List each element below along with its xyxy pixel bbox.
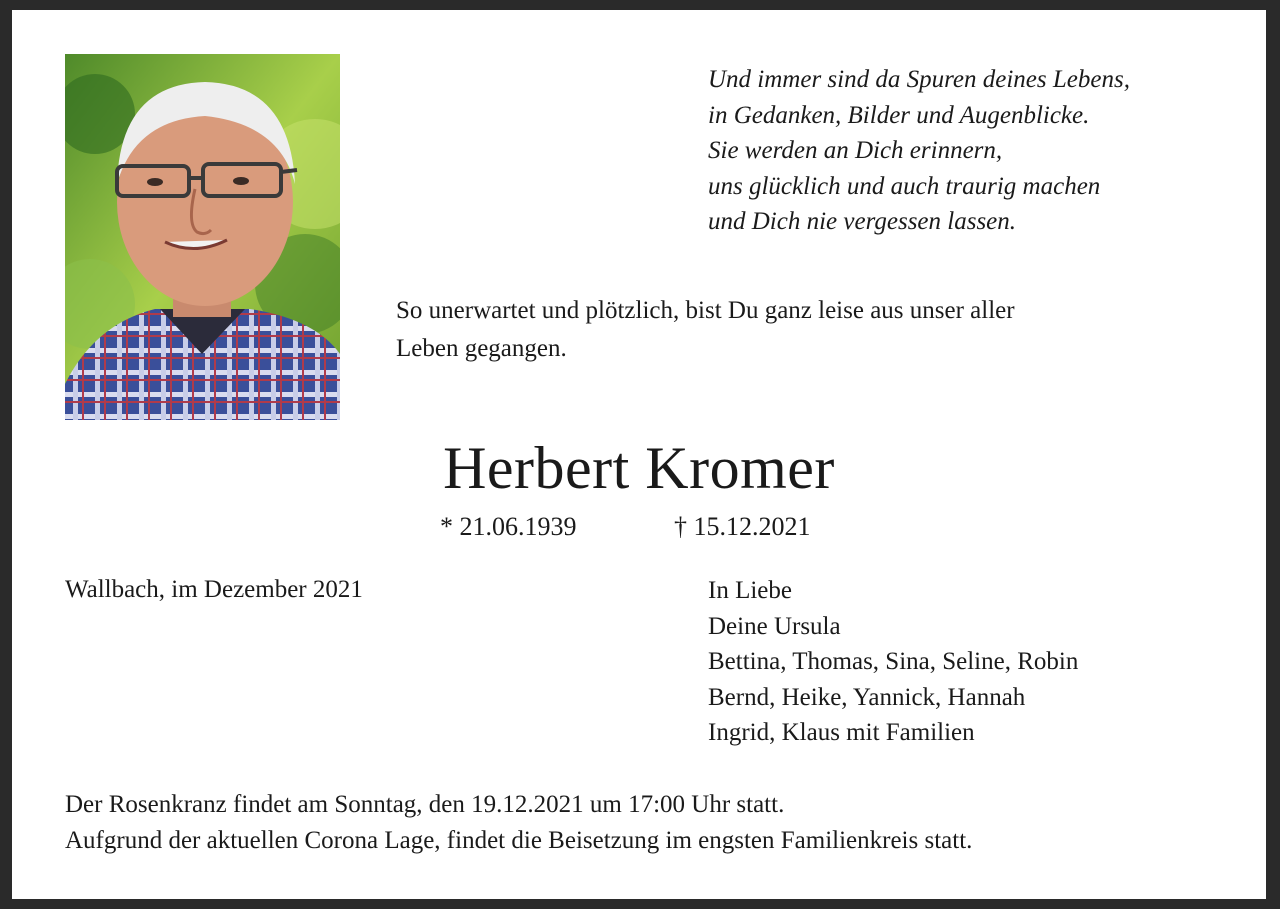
notice-line: Aufgrund der aktuellen Corona Lage, findet die Beisetzung im engsten Familienkreis statt. — [65, 826, 973, 854]
mourners-list — [708, 573, 1078, 751]
place-and-date: Wallbach, im Dezember 2021 — [65, 576, 363, 603]
obituary-card — [12, 10, 1266, 899]
birth-date: * 21.06.1939 — [440, 512, 577, 541]
service-notice — [65, 787, 972, 858]
intro-line: So unerwartet und plötzlich, bist Du ganz leise aus unser aller — [396, 297, 1015, 324]
poem-line: Und immer sind da Spuren deines Lebens, — [708, 66, 1130, 93]
deceased-name: Herbert Kromer — [443, 435, 835, 501]
intro-text — [396, 292, 1216, 368]
death-date: † 15.12.2021 — [674, 512, 811, 541]
poem-line: Sie werden an Dich erinnern, — [708, 137, 1003, 164]
mourners-line: Deine Ursula — [708, 612, 841, 640]
mourners-line: In Liebe — [708, 577, 792, 604]
poem-line: uns glücklich und auch traurig machen — [708, 172, 1101, 200]
portrait-photo — [65, 54, 340, 420]
memorial-poem — [708, 62, 1130, 240]
poem-line: und Dich nie vergessen lassen. — [708, 208, 1017, 235]
mourners-line: Ingrid, Klaus mit Familien — [708, 719, 975, 746]
intro-line: Leben gegangen. — [396, 335, 567, 362]
mourners-line: Bernd, Heike, Yannick, Hannah — [708, 683, 1026, 711]
notice-line: Der Rosenkranz findet am Sonntag, den 19.12.2021 um 17:00 Uhr statt. — [65, 791, 785, 818]
poem-line: in Gedanken, Bilder und Augenblicke. — [708, 101, 1090, 129]
mourners-line: Bettina, Thomas, Sina, Seline, Robin — [708, 648, 1079, 675]
